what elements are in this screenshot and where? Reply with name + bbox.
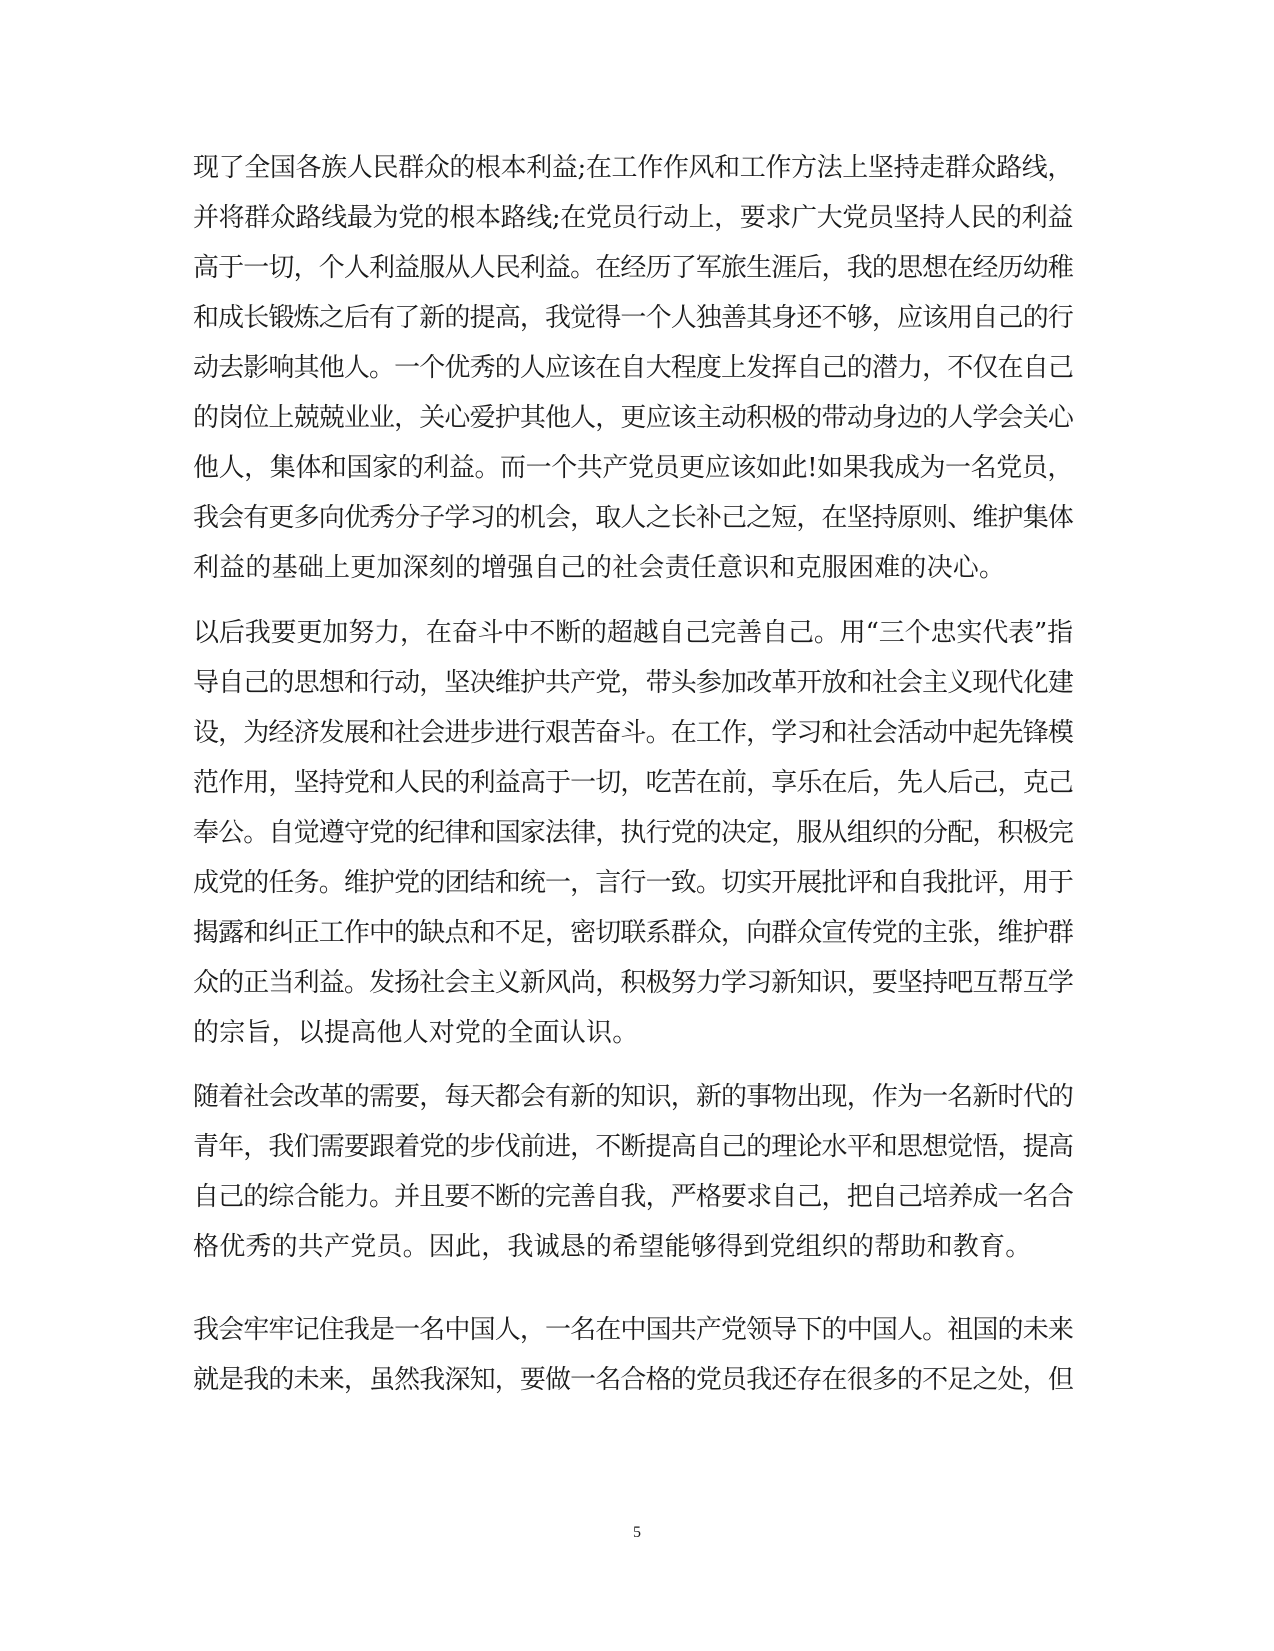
text-line: 动去影响其他人。一个优秀的人应该在自大程度上发挥自己的潜力，不仅在自己 [193, 353, 1073, 383]
paragraph-4 [193, 1305, 1073, 1405]
text-line: 奉公。自觉遵守党的纪律和国家法律，执行党的决定，服从组织的分配，积极完 [193, 818, 1073, 848]
text-line: 和成长锻炼之后有了新的提高，我觉得一个人独善其身还不够，应该用自己的行 [193, 303, 1073, 333]
text-line: 范作用，坚持党和人民的利益高于一切，吃苦在前，享乐在后，先人后己，克己 [193, 768, 1073, 798]
paragraph-2 [193, 608, 1073, 1058]
text-line: 就是我的未来，虽然我深知，要做一名合格的党员我还存在很多的不足之处，但 [193, 1365, 1073, 1395]
text-line: 我会有更多向优秀分子学习的机会，取人之长补己之短，在坚持原则、维护集体 [193, 503, 1073, 533]
text-line: 并将群众路线最为党的根本路线;在党员行动上，要求广大党员坚持人民的利益 [193, 203, 1073, 233]
paragraph-1 [193, 143, 1073, 593]
text-line: 的宗旨，以提高他人对党的全面认识。 [193, 1018, 639, 1048]
text-line: 成党的任务。维护党的团结和统一，言行一致。切实开展批评和自我批评，用于 [193, 868, 1073, 898]
text-line: 众的正当利益。发扬社会主义新风尚，积极努力学习新知识，要坚持吧互帮互学 [193, 968, 1073, 998]
text-line: 揭露和纠正工作中的缺点和不足，密切联系群众，向群众宣传党的主张，维护群 [193, 918, 1073, 948]
text-line: 我会牢牢记住我是一名中国人，一名在中国共产党领导下的中国人。祖国的未来 [193, 1315, 1073, 1345]
text-line: 格优秀的共产党员。因此，我诚恳的希望能够得到党组织的帮助和教育。 [193, 1232, 1032, 1262]
text-line: 随着社会改革的需要，每天都会有新的知识，新的事物出现，作为一名新时代的 [193, 1082, 1073, 1112]
text-line: 自己的综合能力。并且要不断的完善自我，严格要求自己，把自己培养成一名合 [193, 1182, 1073, 1212]
text-line: 导自己的思想和行动，坚决维护共产党，带头参加改革开放和社会主义现代化建 [193, 668, 1073, 698]
text-line: 的岗位上兢兢业业，关心爱护其他人，更应该主动积极的带动身边的人学会关心 [193, 403, 1073, 433]
paragraph-3 [193, 1072, 1073, 1272]
page-number: 5 [633, 1524, 641, 1541]
text-line: 青年，我们需要跟着党的步伐前进，不断提高自己的理论水平和思想觉悟，提高 [193, 1132, 1073, 1162]
text-line: 设，为经济发展和社会进步进行艰苦奋斗。在工作，学习和社会活动中起先锋模 [193, 718, 1073, 748]
text-line: 他人，集体和国家的利益。而一个共产党员更应该如此!如果我成为一名党员， [193, 453, 1073, 483]
text-line: 高于一切，个人利益服从人民利益。在经历了军旅生涯后，我的思想在经历幼稚 [193, 253, 1073, 283]
text-line: 现了全国各族人民群众的根本利益;在工作作风和工作方法上坚持走群众路线， [193, 153, 1073, 183]
text-line: 利益的基础上更加深刻的增强自己的社会责任意识和克服困难的决心。 [193, 553, 1006, 583]
text-line: 以后我要更加努力，在奋斗中不断的超越自己完善自己。用“三个忠实代表”指 [193, 618, 1073, 648]
